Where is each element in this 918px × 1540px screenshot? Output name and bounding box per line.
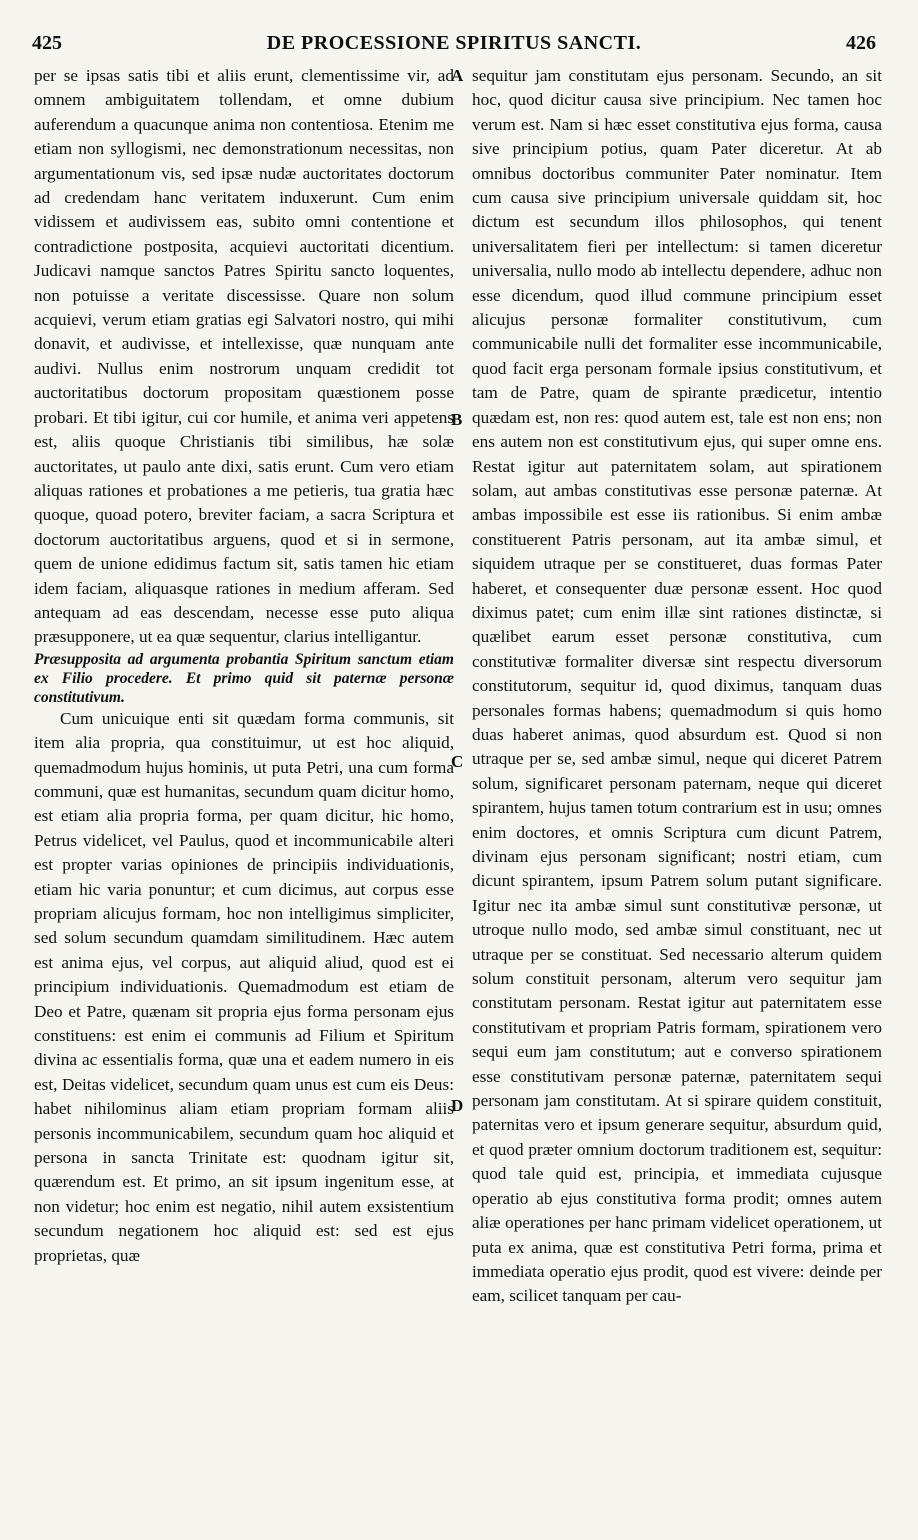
left-paragraph-1: per se ipsas satis tibi et aliis erunt, clementissime vir, ad omnem ambiguitatem tollendam, et omne dubium auferendum a quacunque anima non contentiosa. Etenim me etiam non syllogismi, nec demonstrationum necessitas, non argumentationum vis, sed ipsæ nudæ auctoritates doctorum ad credendam hanc veritatem induxerunt. Cum enim vidissem et audivissem eas, subito omni contentione et contradictione postposita, acquievi auctoritati dicentium. Judicavi namque sanctos Patres Spiritu sancto loquentes, non potuisse a veritate discessisse. Quare non solum acquievi, verum etiam gratias egi Salvatori nostro, qui mihi donavit, et audivisse, et intellexisse, quæ nunquam ante audivi. Nullus enim nostrorum unquam credidit tot auctoritatibus doctorum propositam quæstionem posse probari. Et tibi igitur, cui cor humile, et anima veri appetens est, aliis quoque Christianis tibi similibus, hæ solæ auctoritates, ut paulo ante dixi, satis erunt. Cum vero etiam aliquas rationes et probationes a me petieris, tua gratia hæc quoque, quoad potero, breviter faciam, a sacra Scriptura et doctorum auctoritatibus arguens, quod et si in sermone, quem de unione edidimus factum sit, satis tamen hic etiam idem faciam, aliquasque rationes in medium afferam. Sed antequam ad eas descendam, necesse esse puto aliqua præsupponere, ut ea quæ sequentur, clarius intelligantur. xyxy=(34,66,454,647)
margin-marker-c: C xyxy=(451,752,464,771)
page-number-right: 426 xyxy=(846,32,876,54)
page-header xyxy=(32,32,876,62)
page-number-left: 425 xyxy=(32,32,62,54)
right-column xyxy=(472,64,882,1309)
right-paragraph-1: sequitur jam constitutam ejus personam. Secundo, an sit hoc, quod dicitur causa sive principium. Nec tamen hoc verum est. Nam si hæc esset constitutiva ejus forma, causa sive principium potius, quam Pater diceretur. At ab omnibus doctoribus communiter Pater nominatur. Item cum causa sive principium universale quiddam sit, hoc dictum est secundum illos philosophos, qui tenent universalitatem fieri per intellectum: si tamen diceretur universalia, nullo modo ab intellectu dependere, adhuc non esse dicendum, quod illud commune principium esset alicujus personæ formaliter constitutivum, cum communicabile nulli det formaliter esse incommunicabile, quod facit erga personam formale ipsius constitutivum, et tam de Patre, quam de spirante prædicetur, intentio quædam est, non res: quod autem est, tale est non ens; non ens autem non est constitutivum ejus, qui super omne ens. Restat igitur aut paternitatem solam, aut spirationem solam, aut ambas constitutivas esse personæ paternæ. At ambas impossibile est esse iis rationibus. Si enim ambæ constituerent Patris personam, aut ita ambæ simul, et siquidem utraque per se constitueret, duas formas Pater haberet, et consequenter duæ personæ essent. Hoc quod diximus patet; cum enim illæ sint rationes distinctæ, si quælibet earum esset personæ constitutiva, cum constitutivæ formaliter diversæ sint respectu diversorum constitutorum, sequitur id, quod diximus, tanquam duas personales formas habens; quemadmodum si quis homo duas haberet animas, quod absurdum est. Quod si non utraque per se, sed ambæ simul, neque qui diceret Patrem solum, significaret personam paternam, neque qui diceret spirantem, hujus tamen totum contrarium est in usu; omnes enim doctores, et omnis Scriptura cum dicunt Patrem, divinam ejus personam significant; nostri etiam, cum dicunt spirantem, ipsum Patrem solum putant significare. Igitur nec ita ambæ simul sunt constitutivæ personæ, ut utroque nullo modo, sed ambæ simul constituant, nec ut utraque per se constituat. Sed necessario alterum quidem solum constituit personam, alterum vero sequitur jam constitutam personam. Restat igitur aut paternitatem esse constitutivam et propriam Patris formam, spirationem vero sequi eum jam constitutum; aut e converso spirationem esse constitutivam personæ paternæ, paternitatem sequi personam jam constitutam. At si spirare quidem constituit, paternitas vero et ipsum generare sequitur, absurdum quid, et quod præter omnium doctorum traditionem est, sequitur: quod tale quid est, principia, et immediata cujusque operatio ab ejus constitutiva forma prodit; omnes autem aliæ operationes per hanc primam videlicet operationem, ut puta ex anima, quæ est constitutiva Petri forma, prima et immediata operatio ejus prodit, quod est vivere: deinde per eam, scilicet tanquam per cau- xyxy=(472,66,882,1306)
running-title: DE PROCESSIONE SPIRITUS SANCTI. xyxy=(266,32,642,54)
margin-marker-b: B xyxy=(451,410,463,429)
left-paragraph-2: Cum unicuique enti sit quædam forma communis, sit item alia propria, qua constituimur, ut est hoc aliquid, quemadmodum hujus hominis, ut puta Petri, una cum forma communi, quæ est humanitas, secundum quam dicitur homo, est etiam alia propria forma, per quam dicitur, hic homo, Petrus videlicet, vel Paulus, quod et incommunicabile alteri est propter varias opiniones de principiis individuationis, etiam hic varia ponuntur; et cum dicimus, aut corpus esse propriam alicujus formam, hoc non intelligimus simpliciter, sed solum secundum quamdam similitudinem. Hæc autem est anima ejus, vel corpus, aut aliquid aliud, quod est ei principium individuationis. Quemadmodum est etiam de Deo et Patre, quænam sit propria ejus forma personam ejus constituens: est enim ei communis ad Filium et Spiritum divina ac essentialis forma, quæ una et eadem numero in eis est, Deitas videlicet, secundum quam unus est cum eis Deus: habet nihilominus aliam etiam propriam formam aliis personis incommunicabilem, secundum quam hoc aliquid et persona in sancta Trinitate est: quodnam igitur sit, quærendum est. Et primo, an sit ipsum ingenitum esse, at non videtur; hoc enim est negatio, nihil autem exsistentium secundum negationem hoc aliquid est: sed est ejus proprietas, quæ xyxy=(34,708,454,1265)
margin-marker-d: D xyxy=(451,1096,464,1115)
left-column xyxy=(34,64,454,1268)
margin-marker-a: A xyxy=(451,66,464,85)
section-heading: Præsupposita ad argumenta probantia Spiritum sanctum etiam ex Filio procedere. Et primo quid sit paternæ personæ constitutivum. xyxy=(34,650,454,706)
